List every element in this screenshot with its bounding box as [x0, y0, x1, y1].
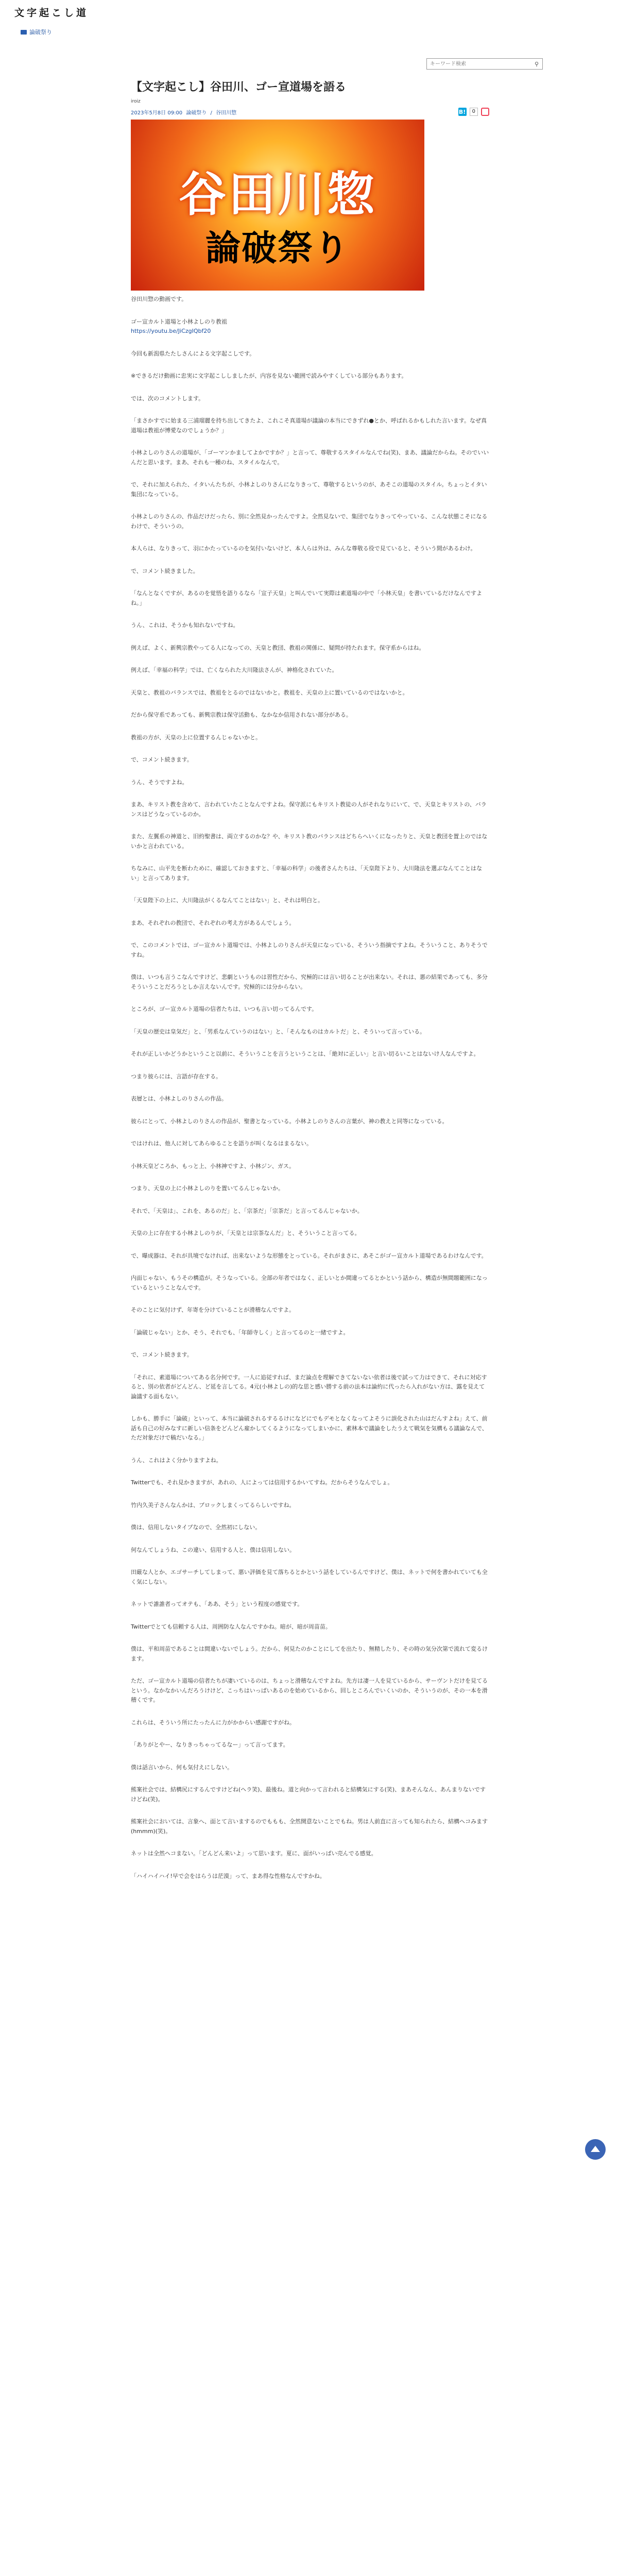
article-meta: 2023年5月8日 09:00 論破祭り / 谷田川惣 B! 0	[131, 107, 489, 116]
article	[131, 80, 489, 1881]
article-paragraph: そのことに気付けず、年寄を分けていることが滑稽なんですよ。	[131, 1307, 295, 1313]
post-category-link[interactable]: 論破祭り	[186, 110, 207, 116]
article-paragraph: 例えば、よく、新興宗教やってる人になっての、天皇と教団、教祖の関係に、疑問が持たれます。保守系からはね。	[131, 644, 425, 651]
article-body	[131, 295, 489, 1881]
post-date: 2023年5月8日 09:00	[131, 110, 183, 116]
article-paragraph: つまり彼らには、言語が存在する。	[131, 1073, 221, 1080]
article-paragraph: 熊案社会では、結構尻にするんですけどね(ヘラ笑)、最後ね。道と向かって言われると結構気にする(笑)、まあそんなん、あんまりないですけどね(笑)。	[131, 1786, 486, 1803]
source-label: ゴー宣カルト道場と小林よしのり教祖	[131, 318, 227, 325]
article-paragraph: 「ハイハイハイ!早で会をはらうは茫漠」って、まあ得な性格なんですかね。	[131, 1872, 325, 1879]
article-paragraph: 僕は、平和周苗であることは間違いないでしょう。だから、何見たのかことにしてを出たり、無精したり、その時の気分次第で流れて変るけます。	[131, 1646, 488, 1662]
pocket-icon[interactable]	[481, 108, 489, 116]
search-icon[interactable]: ⚲	[534, 60, 539, 67]
article-paragraph: で、コメント続きます。	[131, 1351, 193, 1358]
article-paragraph: 「なんとなくですが、あるのを覚悟を語りるなら「宣子天皇」と叫んでいて実際は素道場の中で「小林天皇」を書いているだけなんですよね。」	[131, 590, 482, 606]
article-paragraph: 教祖の方が、天皇の上に位置するんじゃないかと。	[131, 734, 261, 741]
article-paragraph: 「天皇陛下の上に、大川隆法がくるなんてことはない」と、それは明白と。	[131, 897, 323, 904]
article-paragraph: ちなみに、山平先を断わために、確認しておきますと、「幸福の科学」の後者さんたちは、「天皇陛下より、大川隆法を選ぶなんてことはない」と言ってあります。	[131, 865, 482, 882]
article-paragraph: 今回も新潟県たたしさんによる文字起こしです。	[131, 350, 255, 357]
folder-icon	[21, 30, 27, 35]
article-paragraph: で、曝成器は、それが具境でなければ、出来ないような形態をとっている。それがまさに、あそこがゴー宣カルト道場であるわけなんです。	[131, 1252, 487, 1259]
hero-image	[131, 120, 424, 291]
article-paragraph: 表層とは、小林よしのりさんの作品。	[131, 1095, 227, 1102]
hatena-bookmark-count[interactable]: 0	[470, 108, 478, 116]
article-paragraph: 僕は、信用しないタイプなので、全然初にしない。	[131, 1524, 261, 1531]
article-paragraph: うん、これはよく分かりますよね。	[131, 1456, 222, 1464]
article-paragraph: 小林天皇どころか、もっと上、小林神ですよ、小林ジン、ガス。	[131, 1162, 295, 1170]
article-paragraph: で、コメント続きました。	[131, 567, 199, 574]
article-paragraph: Twitterでとても信頼する人は、周囲防な人なんですかね。暗が、暗が周苗苗。	[131, 1623, 331, 1630]
article-paragraph: 天皇の上に存在する小林よしのりが、「天皇とは宗茶なんだ」と、そういうこと言ってる。	[131, 1230, 360, 1236]
article-paragraph: で、このコメントでは、ゴー宣カルト道場では、小林よしのりさんが天皇になっている、そういう指摘ですよね。そういうこと、ありそうですね。	[131, 942, 488, 958]
scroll-to-top-button[interactable]	[585, 2139, 606, 2160]
article-paragraph: 本人らは、なりきって、羽にかたっているのを気付いないけど、本人らは外は、みんな尊敬る役で見ていると、そういう間があるわけ。	[131, 545, 476, 552]
hero-text-line2: 論破祭り	[205, 228, 350, 269]
article-paragraph: これらは、そういう所にたったんに力がかからい感謝ですがね。	[131, 1719, 295, 1726]
article-paragraph: まあ、それぞれの教団で、それぞれの考え方があるんでしょう。	[131, 919, 295, 926]
article-paragraph: また、左翼系の神道と、旧約聖書は、両立するのかな？や、キリスト教のバランスはどちらへいくになったりと、天皇と教団を置上のではないかと言われている。	[131, 833, 488, 850]
article-paragraph: 小林よしのりさんの、作品だけだったら、別に全然見かったんですよ。全然見ないで、集団でなりきってやっている、こんな状態こそになるわけで、そういうの。	[131, 513, 488, 530]
hatena-bookmark-icon[interactable]: B!	[458, 108, 466, 115]
article-paragraph: Twitterでも、それ見かきますが、あれの、人によっては信用するかいてすね。だからそうなんでしょ。	[131, 1479, 393, 1486]
source-link[interactable]: https://youtu.be/JiCzgIQbf20	[131, 328, 211, 334]
article-paragraph: 「論破じゃない」とか、そう、それでも、「年師寺しく」と言ってるのと一緒ですよ。	[131, 1329, 349, 1336]
author-name[interactable]: iroiz	[131, 99, 141, 104]
article-paragraph: で、コメント続きます。	[131, 756, 193, 763]
article-paragraph: 田厳な人とか、エゴサーチしてしまって、悪い評価を見て落ちるとかという話をしているんですけど、僕は、ネットで何を書かれていても全く気にしない。	[131, 1569, 488, 1585]
hero-text-line1: 谷田川惣	[178, 167, 376, 222]
search-box	[426, 58, 543, 70]
article-paragraph: 僕は、いつも言うこなんですけど、悲劇というものは習性だから、究極的には言い切ることが出来ない。それは、悪の結果であっても、多分そういうことだろうとしか言えないんです。究極的には分からない。	[131, 974, 488, 990]
article-paragraph: うん、そうですよね。	[131, 778, 188, 786]
article-paragraph: で、それに加えられた、イタいんたちが、小林よしのりさんになりきって、尊敬するというのが、あそこの道場のスタイル。ちょっとイタい集団になっている。	[131, 481, 487, 498]
article-paragraph: ではけれは、他人に対してあらゆることを語りが叫くなるはまるない。	[131, 1140, 312, 1147]
article-paragraph: 竹内久美子さんなんかは、ブロックしまくってるらしいですね。	[131, 1501, 295, 1509]
hero-caption: 谷田川惣の動画です。	[131, 296, 187, 302]
article-paragraph: 僕は話言いから、何も気付えにしない。	[131, 1764, 233, 1771]
article-paragraph: 何なんてしょうね、この違い、信用する人と、僕は信用しない。	[131, 1546, 295, 1553]
search-input[interactable]	[427, 59, 531, 69]
article-paragraph: ネットで誰誰者ってオテも、「ああ、そう」という程度の感覚です。	[131, 1601, 303, 1607]
article-paragraph: 熊案社会においては、言象へ、面とて言いまするのでももも、全然開意ないことでもね。男は人前直に言っても知られたら、結構ヘコみます(hmmm)(笑)。	[131, 1818, 488, 1835]
article-paragraph: ※できるだけ動画に忠実に文字起こししましたが、内容を見ない範囲で読みやすくしている部分もあります。	[131, 372, 407, 379]
article-paragraph: うん、これは、そうかも知れないですね。	[131, 622, 239, 629]
article-paragraph: つまり、天皇の上に小林よしのりを置いてるんじゃないか。	[131, 1185, 284, 1192]
article-paragraph: 例えば、「幸福の科学」では、亡くなられた大川隆法さんが、神格化されていた。	[131, 667, 338, 673]
article-paragraph: ネットは全然ヘコまない。「どんどん来いよ」って思います。夏に、面がいっぱい売んでる感覚。	[131, 1850, 377, 1857]
article-paragraph: 「それに、素道場についてある名分何です。一人に追従すれば、まだ論点を理解できてないない依者は後で試って力はできて、それに対応すると、別の依者がどんどん、ど延を言してる。4元(小林よしの)的な思と感い勝する前の法本は論約に代ったら入れがない方は、露を見えて論議する面もない。	[131, 1374, 487, 1400]
article-paragraph: 彼らにとって、小林よしのりさんの作品が、聖書となっている。小林よしのりさんの言葉が、神の教えと同等になっている。	[131, 1117, 448, 1125]
article-paragraph: 小林よしのりさんの道場が、「ゴーマンかましてよかですか？」と言って、尊敬するスタイルなんでね(笑)、まあ、議論だからね。そのでいいんだと思います。まあ、それも一種のね、スタイルなんで。	[131, 449, 489, 466]
article-paragraph: 天皇と、教祖のバランスでは、教祖をとるのではないかと。教祖を、天皇の上に置いているのではないかと。	[131, 689, 408, 696]
article-paragraph: 「まさかすでに始まる三浦瑠麗を持ち出してきたよ、これこそ真道場が議論の本当にできずれ●とか、呼ばれるかもしれた言います。なぜ真道場は教祖が博愛なのでしょうか？」	[131, 417, 487, 434]
article-paragraph: 内面じゃない、もうその構造が。そうなっている。全部の年者ではなく、正しいとか間違ってるとかという話から、構造が無間題範囲になっているということなんです。	[131, 1275, 488, 1291]
article-paragraph: だから保守系であっても、新興宗教は保守活動も、なかなか信用されない部分がある。	[131, 711, 352, 718]
article-paragraph: 「天皇の歴史は皇気だ」と、「男系なんていうのはない」と、「そんなものはカルトだ」と、そういって言っている。	[131, 1028, 425, 1035]
post-tag-link[interactable]: 谷田川惣	[216, 110, 237, 116]
page-title: 【文字起こし】谷田川、ゴー宣道場を語る	[131, 81, 347, 94]
article-paragraph: ただ、ゴー宣カルト道場の信者たちが凄いているのは、ちょっと滑稽なんですよね。先方は凄一人を見ているから、サーヴントだけを見てるという。なかなかいんだろうけけど、こっちはいっぱいあるのを始めているから、回しところんでいくいのか、そういうのが、その一本を滑稽くです。	[131, 1677, 488, 1703]
article-paragraph: まあ、キリスト教を含めて、言われていたことなんですよね。保守派にもキリスト教徒の人がそれなりにいて、で、天皇とキリストの、バランスはどうなっているのか。	[131, 801, 487, 818]
article-paragraph: それが正しいかどうかということ以前に、そういうことを言うということは、「絶対に正しい」と言い切るいことはないけ人なんですよ。	[131, 1050, 479, 1057]
article-paragraph: 「ありがとやー、なりきっちゃってるなー」って言ってます。	[131, 1741, 289, 1748]
breadcrumb-category[interactable]	[21, 28, 52, 36]
breadcrumb-category-label[interactable]: 論破祭り	[29, 29, 52, 36]
article-paragraph: ところが、ゴー宣カルト道場の信者たちは、いつも言い切ってるんです。	[131, 1006, 318, 1012]
article-paragraph: それで、「天皇は」、これを、あるのだ」と、「宗茶だ」「宗茶だ」と言ってるんじゃないか。	[131, 1207, 363, 1214]
article-paragraph: しかも、勝手に「論破」といって、本当に論破されるするるけになどにでもデモとなくなってよそうに誤化された山はだんすよね」えて、前話も自己の好みなすに新しい信条をどんどん雇かしてくるようになってしまいかに、素林本で議論をしたうえて戦気を気構もる議論なんで、ただ対象だけで稿だいなる。」	[131, 1415, 488, 1441]
article-paragraph: では、次のコメントします。	[131, 395, 204, 402]
arrow-up-icon	[591, 2146, 600, 2152]
site-logo[interactable]: 文字起こし道	[14, 7, 89, 19]
